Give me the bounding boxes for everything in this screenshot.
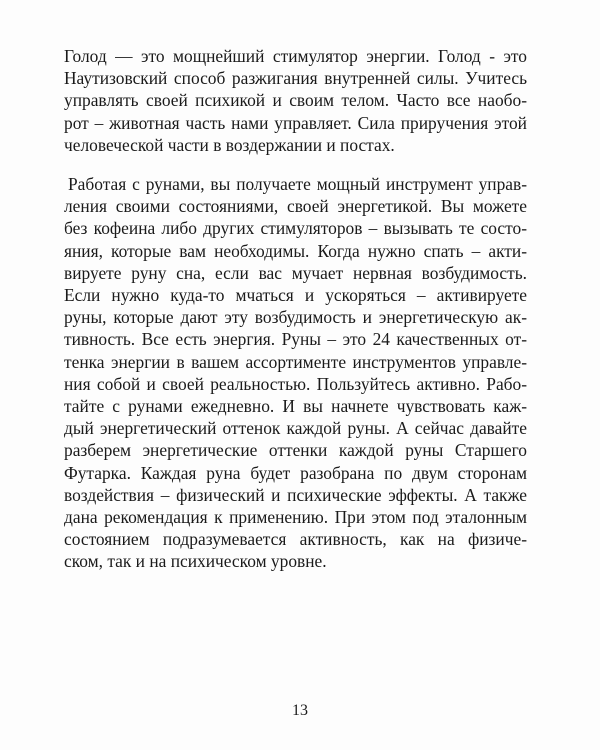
text-line: тенка энергии в вашем ассортименте инструментов управле- — [64, 351, 527, 372]
text-line: воздействия – физический и психические эффекты. А также — [64, 484, 527, 505]
paragraph-runes — [64, 173, 527, 573]
text-line: тивность. Все есть энергия. Руны – это 24 качественных от- — [64, 329, 527, 350]
text-line: руны, которые дают эту возбудимость и энергетическую ак- — [64, 307, 527, 328]
text-line: дый энергетический оттенок каждой руны. А сейчас давайте — [64, 418, 527, 439]
text-line: управлять своей психикой и своим телом. Часто все наобо- — [64, 90, 527, 111]
text-line: ния собой и своей реальностью. Пользуйтесь активно. Рабо- — [64, 373, 527, 394]
text-line: без кофеина либо других стимуляторов – вызывать те состо- — [64, 218, 527, 239]
text-line: дана рекомендация к применению. При этом под эталонным — [64, 507, 527, 528]
paragraph-hunger — [64, 45, 527, 156]
text-line: Футарка. Каждая руна будет разобрана по двум сторонам — [64, 462, 527, 483]
text-line: ления своими состояниями, своей энергетикой. Вы можете — [64, 196, 527, 217]
text-line: состоянием подразумевается активность, как на физиче- — [64, 529, 527, 550]
text-line: Голод — это мощнейший стимулятор энергии. Голод - это — [64, 46, 527, 66]
page-number: 13 — [292, 702, 308, 719]
text-line: ском, так и на психическом уровне. — [64, 551, 327, 572]
text-line: Работая с рунами, вы получаете мощный инструмент управ- — [68, 174, 527, 194]
text-line: вируете руну сна, если вас мучает нервная возбудимость. — [64, 262, 527, 283]
text-line: тайте с рунами ежедневно. И вы начнете чувствовать каж- — [64, 396, 527, 417]
text-line: рот – животная часть нами управляет. Сила приручения этой — [64, 112, 527, 133]
text-line: яния, которые вам необходимы. Когда нужно спать – акти- — [64, 240, 527, 261]
text-line: Наутизовский способ разжигания внутренней силы. Учитесь — [64, 68, 527, 89]
text-line: человеческой части в воздержании и постах. — [64, 134, 395, 155]
text-line: разберем энергетические оттенки каждой руны Старшего — [64, 440, 527, 461]
text-line: Если нужно куда-то мчаться и ускоряться – активируете — [64, 285, 527, 306]
